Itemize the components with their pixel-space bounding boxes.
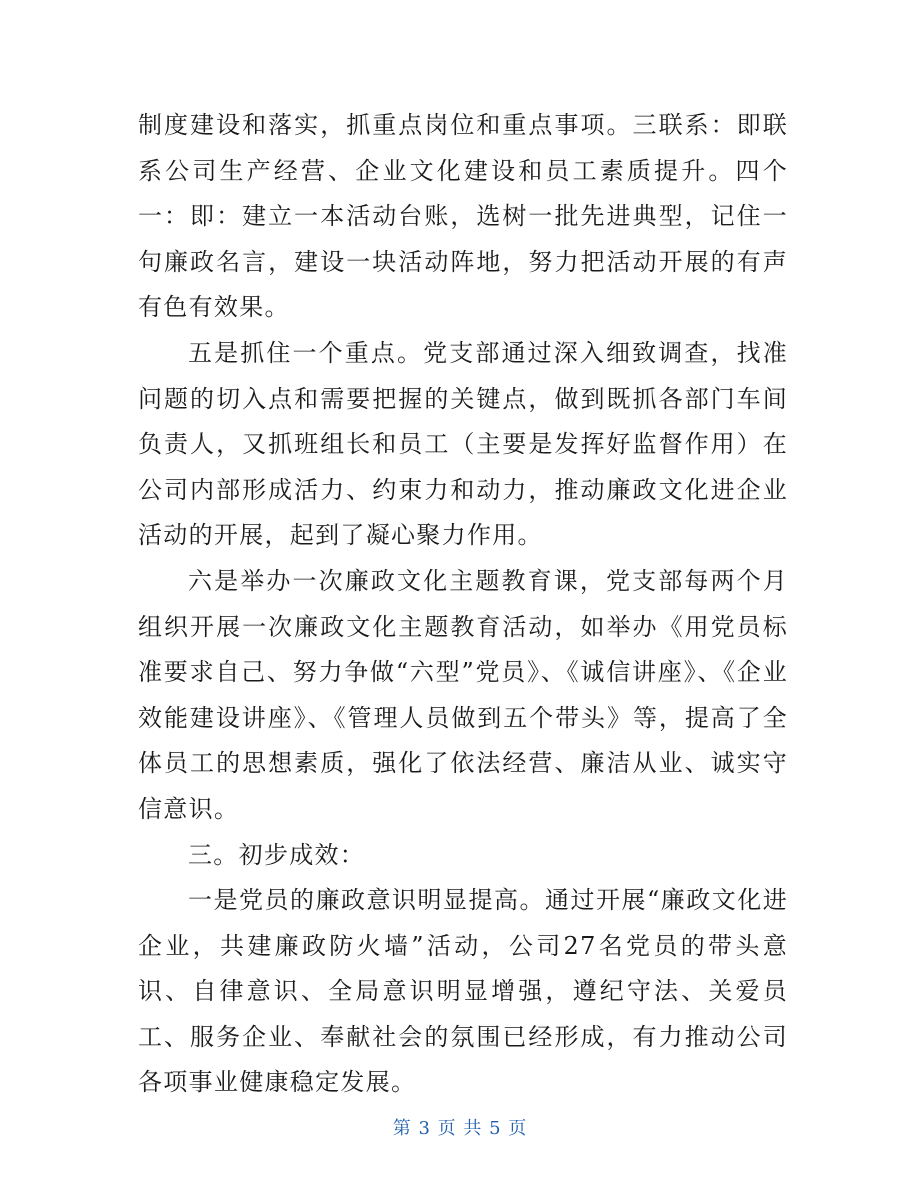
- paragraph-point-five: 五是抓住一个重点。党支部通过深入细致调查，找准问题的切入点和需要把握的关键点，做到既抓各部门车间负责人，又抓班组长和员工（主要是发挥好监督作用）在公司内部形成活力、约束力和动力，推动廉政文化进企业活动的开展，起到了凝心聚力作用。: [138, 338, 788, 550]
- paragraph-continuation: 制度建设和落实，抓重点岗位和重点事项。三联系：即联系公司生产经营、企业文化建设和员工素质提升。四个一：即：建立一本活动台账，选树一批先进典型，记住一句廉政名言，建设一块活动阵地，努力把活动开展的有声有色有效果。: [138, 111, 788, 322]
- paragraph-result-one: 一是党员的廉政意识明显提高。通过开展“廉政文化进企业，共建廉政防火墙”活动，公司27名党员的带头意识、自律意识、全局意识明显增强，遵纪守法、关爱员工、服务企业、奉献社会的氛围已经形成，有力推动公司各项事业健康稳定发展。: [138, 886, 788, 1097]
- page-number-indicator: 第 3 页 共 5 页: [392, 1118, 528, 1139]
- paragraph-point-six: 六是举办一次廉政文化主题教育课，党支部每两个月组织开展一次廉政文化主题教育活动，如举办《用党员标准要求自己、努力争做“六型”党员》、《诚信讲座》、《企业效能建设讲座》、《管理人员做到五个带头》等，提高了全体员工的思想素质，强化了依法经营、廉洁从业、诚实守信意识。: [138, 566, 788, 823]
- page-footer: [0, 1114, 920, 1140]
- section-heading-initial-results: 三。初步成效：: [188, 840, 366, 869]
- document-body: [138, 103, 788, 1106]
